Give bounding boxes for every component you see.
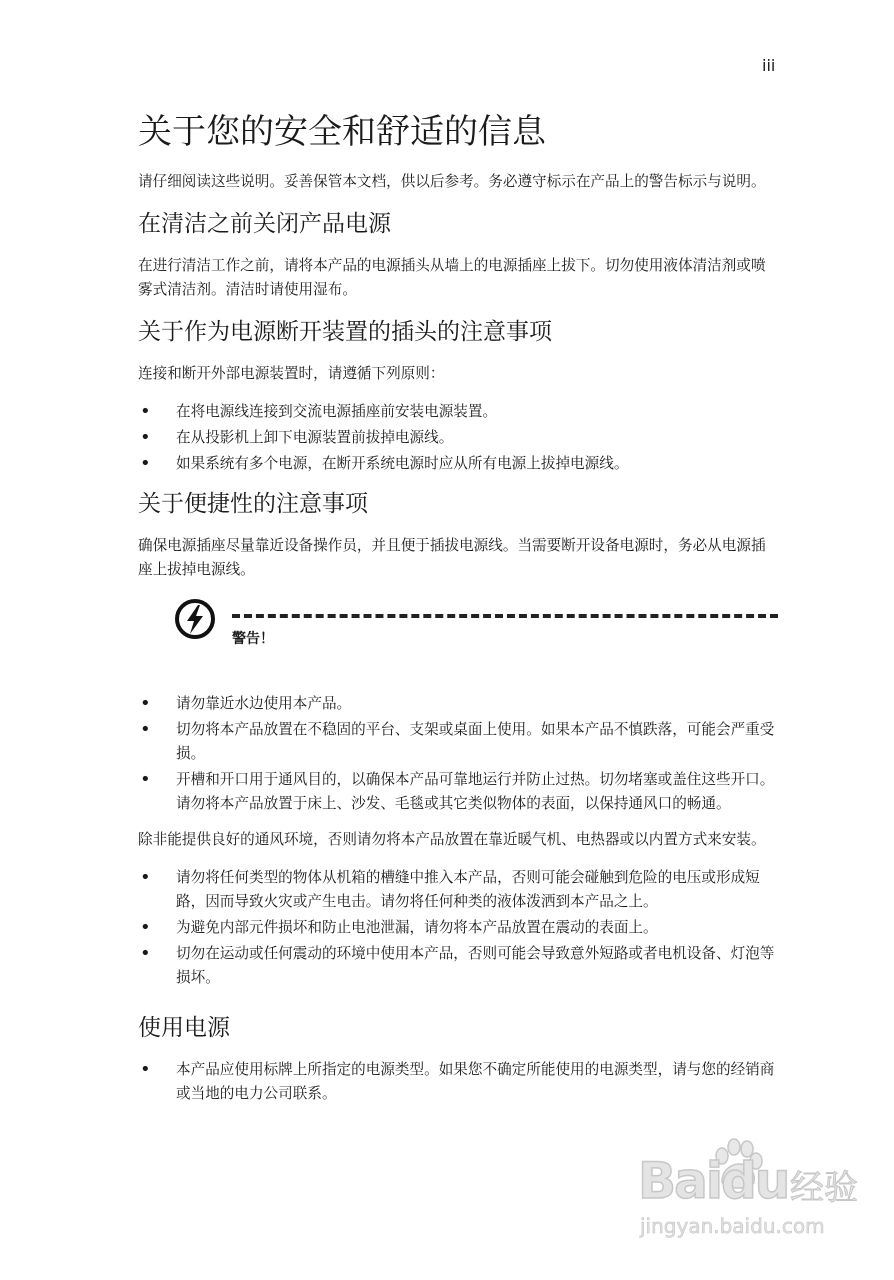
page-number: iii [762, 56, 776, 75]
document-body [138, 108, 778, 1118]
warning-list [138, 692, 778, 816]
plug-paragraph: 连接和断开外部电源装置时，请遵循下列原则： [138, 365, 445, 382]
list-item: • 如果系统有多个电源，在断开系统电源时应从所有电源上拔掉电源线。 [138, 452, 778, 476]
ventilation-paragraph: 除非能提供良好的通风环境，否则请勿将本产品放置在靠近暖气机、电热器或以内置方式来安装。 [138, 831, 766, 848]
list-item: • 请勿将任何类型的物体从机箱的槽缝中推入本产品，否则可能会碰触到危险的电压或形成短路，因而导致火灾或产生电击。请勿将任何种类的液体泼洒到本产品之上。 [138, 866, 778, 914]
list-item: • 开槽和开口用于通风目的，以确保本产品可靠地运行并防止过热。切勿堵塞或盖住这些开口。请勿将本产品放置于床上、沙发、毛毯或其它类似物体的表面，以保持通风口的畅通。 [138, 768, 778, 816]
list-item: • 切勿在运动或任何震动的环境中使用本产品，否则可能会导致意外短路或者电机设备、灯泡等损坏。 [138, 942, 778, 990]
list-item: • 为避免内部元件损坏和防止电池泄漏，请勿将本产品放置在震动的表面上。 [138, 916, 778, 940]
warning-label: 警告！ [232, 631, 274, 647]
cleaning-paragraph: 在进行清洁工作之前，请将本产品的电源插头从墙上的电源插座上拔下。切勿使用液体清洁剂或喷雾式清洁剂。清洁时请使用湿布。 [138, 257, 766, 298]
list-item: • 在从投影机上卸下电源装置前拔掉电源线。 [138, 426, 778, 450]
accessibility-paragraph: 确保电源插座尽量靠近设备操作员，并且便于插拔电源线。当需要断开设备电源时，务必从电源插座上拔掉电源线。 [138, 537, 766, 578]
list-item: • 本产品应使用标牌上所指定的电源类型。如果您不确定所能使用的电源类型，请与您的经销商或当地的电力公司联系。 [138, 1058, 778, 1106]
watermark-logo: Baidu [638, 1152, 789, 1210]
list-item: • 切勿将本产品放置在不稳固的平台、支架或桌面上使用。如果本产品不慎跌落，可能会严重受损。 [138, 718, 778, 766]
cleaning-heading: 在清洁之前关闭产品电源 [138, 211, 391, 237]
intro-paragraph: 请仔细阅读这些说明。妥善保管本文档，供以后参考。务必遵守标示在产品上的警告标示与说明。 [138, 173, 766, 190]
list-item: • 在将电源线连接到交流电源插座前安装电源装置。 [138, 400, 778, 424]
warning-list-2 [138, 866, 778, 990]
watermark-url: jingyan.baidu.com [640, 1214, 825, 1238]
watermark-cn: 经验 [790, 1168, 858, 1208]
page-title: 关于您的安全和舒适的信息 [138, 112, 546, 152]
plug-list [138, 400, 778, 476]
warning-block [138, 596, 778, 666]
plug-heading: 关于作为电源断开装置的插头的注意事项 [138, 319, 552, 345]
power-list [138, 1058, 778, 1106]
accessibility-heading: 关于便捷性的注意事项 [138, 491, 368, 517]
power-heading: 使用电源 [138, 1015, 230, 1041]
warning-divider [232, 614, 778, 618]
lightning-warning-icon [174, 598, 216, 640]
list-item: • 请勿靠近水边使用本产品。 [138, 692, 778, 716]
baidu-watermark [630, 1138, 880, 1248]
